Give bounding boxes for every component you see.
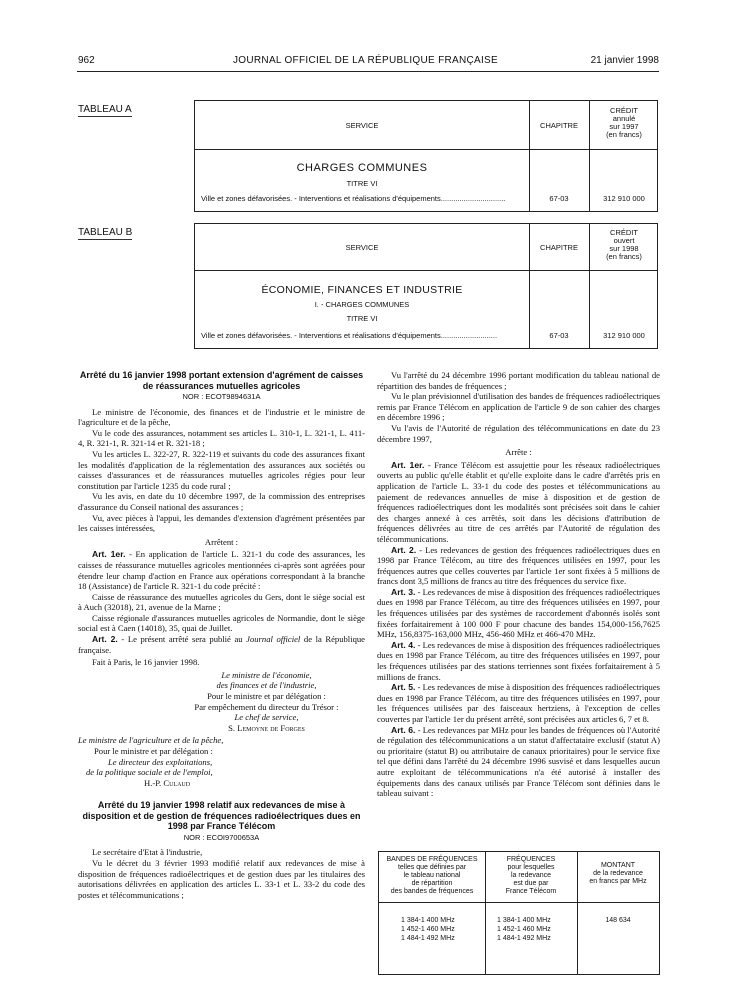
article-5: Art. 5. - Les redevances de mise à disposition des fréquences radioélectriques dues en 1998 par France Télécom, au titre des fréquences utilisées en 1997, pour les fréquences utilisées par des faisceaux hertziens, à l'exception de celles couvertes par l'article 1er du présent arrêté, sont précisées aux articles 6, 7 et 8. — [377, 682, 660, 724]
paragraph: Caisse de réassurance des mutuelles agricoles du Gers, dont le siège social est à Auch (32018), 21, avenue de la Marne ; — [78, 591, 365, 613]
table-row: 1 484-1 492 MHz — [497, 935, 551, 942]
montant-value: 148 634 — [605, 917, 631, 924]
table-row: 1 384-1 400 MHz — [497, 917, 551, 924]
article-3: Art. 3. - Les redevances de mise à disposition des fréquences radioélectriques dues en 1998 par France Télécom, au titre des fréquences utilisées en 1997, pour les fréquences utilisées par des systèmes de raccordement d'abonnés isolés sont fixées forfaitairement à 100 000 F pour chacune des bandes 154,000-156,7625 MHz, 156,8375-163,000 MHz, 456-460 MHz et 466-470 MHz. — [377, 586, 660, 640]
publication-date: 21 janvier 1998 — [590, 55, 659, 66]
chapitre-value: 67-03 — [549, 194, 569, 203]
article-2: Art. 2. - Le présent arrêté sera publié au Journal officiel de la République française. — [78, 634, 365, 655]
col-chapitre: CHAPITRE — [540, 121, 578, 130]
credit-value: 312 910 000 — [603, 331, 645, 340]
signature-block-2: Le ministre de l'agriculture et de la pêche, Pour le ministre et par délégation : Le directeur des exploitations, de la politique sociale et de l'emploi, H.-P. Culaud — [78, 735, 224, 788]
paragraph: Vu, avec pièces à l'appui, les demandes d'extension d'agrément présentées par les caisses intéressées, — [78, 512, 365, 534]
article-6: Art. 6. - Les redevances par MHz pour les bandes de fréquences où l'Autorité de régulation des télécommunications a un statut d'affectataire exclusif (statut A) ou prioritaire (statut B) ou attributaire de canaux prioritaires) pour le service fixe tel que défini dans l'arrêté du 24 décembre 1996 susvisé et dans lesquelles aucun autre exploitant de télécommunications n'a été autorisé à installer des équipements dans des canaux utilisés par France Télécom sont définies dans le tableau suivant : — [377, 724, 661, 799]
col-frequences-header: FRÉQUENCES pour lesquelles la redevance est due par France Télécom — [505, 856, 557, 895]
col-service: SERVICE — [345, 121, 379, 130]
table-row: 1 384-1 400 MHz — [401, 917, 455, 924]
arrete1-nor: NOR : ECOT9894631A — [182, 392, 261, 401]
article-2: Art. 2. - Les redevances de gestion des fréquences radioélectriques dues en 1998 par France Télécom, au titre des fréquences utilisées en 1997, pour les fréquences autres que celles couvertes par l'article 1er sont fixées à 5 millions de francs dont 3,5 millions de francs au titre des fréquences du service fixe. — [377, 544, 660, 587]
arrete2-title: Arrêté du 19 janvier 1998 relatif aux redevances de mise à disposition et de gestion de fréquences radioélectriques dues en 1998 par France Télécom — [82, 800, 361, 832]
col-bandes-header: BANDES DE FRÉQUENCES telles que définies par le tableau national de répartition des bandes de fréquences — [386, 856, 478, 895]
paragraph: Vu les avis, en date du 10 décembre 1997, de la commission des entreprises d'assurance du Conseil national des assurances ; — [78, 491, 365, 512]
article-1: Art. 1er. - France Télécom est assujettie pour les réseaux radioélectriques ouverts au public qu'elle établit et qu'elle exploite dans le cadre d'arrêtés pris en application de l'article L. 33-1 du code des postes et télécommunications au paiement de redevances annuelles de mise à disposition et de gestion de fréquences radioélectriques dont les modalités sont précisées soit dans le cahier des charges annexé à ces arrêtés, soit dans les décisions d'attribution de fréquences délivrées au titre de ces arrêtés par l'Autorité de régulation des télécommunications. — [377, 459, 660, 544]
tableau-b — [194, 223, 658, 349]
paragraph: Le secrétaire d'Etat à l'industrie, — [92, 847, 203, 858]
table-row: 1 452-1 460 MHz — [401, 926, 455, 933]
arrete-label: Arrête : — [505, 447, 532, 458]
tableau-a-label: TABLEAU A — [78, 104, 132, 115]
paragraph: Vu le plan prévisionnel d'utilisation des bandes de fréquences radioélectriques remis par France Télécom en application de l'article 9 de son cahier des charges en décembre 1996 ; — [377, 391, 660, 423]
tableau-a — [194, 100, 658, 212]
paragraph: Vu l'avis de l'Autorité de régulation des télécommunications en date du 23 décembre 1997, — [377, 422, 660, 444]
paragraph: Vu l'arrêté du 24 décembre 1996 portant modification du tableau national de répartition des bandes de fréquences ; — [377, 370, 660, 391]
table-row: 1 452-1 460 MHz — [497, 926, 551, 933]
header-rule — [77, 71, 659, 72]
col-service: SERVICE — [345, 243, 379, 252]
arrete2-nor: NOR : ECOI9700653A — [183, 832, 260, 842]
col-montant-header: MONTANT de la redevance en francs par MHz — [589, 862, 647, 885]
arretent-label: Arrêtent : — [204, 536, 239, 547]
section-title: ÉCONOMIE, FINANCES ET INDUSTRIE — [261, 284, 463, 296]
titre-label: TITRE VI — [346, 314, 378, 323]
journal-title: JOURNAL OFFICIEL DE LA RÉPUBLIQUE FRANÇAISE — [233, 55, 498, 66]
right-column — [377, 370, 660, 799]
article-1: Art. 1er. - En application de l'article L. 321-1 du code des assurances, les caisses de réassurance mutuelles agricoles mentionnées ci-après sont agréées pour étendre leur champ d'action en France aux opérations correspondant à la branche 18 (Assistance) de l'article R. 321-1 du code précité : — [78, 549, 365, 592]
table-row: 1 484-1 492 MHz — [401, 935, 455, 942]
fait-a-paris: Fait à Paris, le 16 janvier 1998. — [92, 657, 200, 668]
paragraph: Vu les articles L. 322-27, R. 322-119 et suivants du code des assurances fixant les modalités d'application de la réglementation des assurances aux sociétés ou caisses d'assurances et de réassurances mutuelles agricoles régies pour leur constitution par l'article 1235 du code rural ; — [78, 448, 365, 491]
paragraph: Vu le décret du 3 février 1993 modifié relatif aux redevances de mise à disposition de fréquences radioélectriques et de gestion dues par les titulaires des autorisations délivrées en application des articles L. 33-1 et L. 33-2 du code des postes et télécommunications ; — [78, 858, 365, 900]
signature-block-1: Le ministre de l'économie, des finances et de l'industrie, Pour le ministre et par délégation : Par empêchement du directeur du Trésor : Le chef de service, S. Lemoyne de Forges — [194, 669, 339, 733]
tableau-b-label: TABLEAU B — [78, 227, 133, 238]
frequency-table — [378, 851, 660, 975]
article-4: Art. 4. - Les redevances de mise à disposition des fréquences radioélectriques dues en 1998 par France Télécom, au titre des fréquences utilisées en 1997, pour les fréquences utilisées par des stations terriennes sont fixées forfaitairement à 5 millions de francs. — [377, 639, 660, 682]
titre-label: TITRE VI — [346, 179, 378, 188]
paragraph: Caisse régionale d'assurances mutuelles agricoles de Normandie, dont le siège social est à Caen (14018), 35, quai de Juillet. — [78, 612, 365, 634]
page-number: 962 — [78, 55, 95, 66]
col-credit: CRÉDIT ouvert sur 1998 (en francs) — [606, 228, 642, 261]
frequences-values — [497, 916, 551, 943]
left-column — [78, 370, 365, 900]
chapitre-value: 67-03 — [549, 331, 569, 340]
arrete1-title: Arrêté du 16 janvier 1998 portant extension d'agrément de caisses de réassurances mutuelles agricoles — [79, 370, 364, 391]
paragraph: Vu le code des assurances, notamment ses articles L. 310-1, L. 321-1, L. 411-4, R. 321-1, R. 321-14 et R. 321-18 ; — [78, 427, 365, 449]
col-credit: CRÉDIT annulé sur 1997 (en francs) — [606, 106, 642, 139]
col-chapitre: CHAPITRE — [540, 243, 578, 252]
bandes-values — [401, 916, 455, 943]
paragraph: Le ministre de l'économie, des finances et de l'industrie et le ministre de l'agriculture et de la pêche, — [78, 406, 365, 428]
credit-description: Ville et zones défavorisées. - Interventions et réalisations d'équipements........................... — [201, 331, 498, 340]
credit-value: 312 910 000 — [603, 194, 645, 203]
section-title: CHARGES COMMUNES — [296, 162, 428, 174]
subsection-title: I. - CHARGES COMMUNES — [314, 300, 410, 309]
credit-description: Ville et zones défavorisées. - Interventions et réalisations d'équipements............................... — [201, 194, 506, 203]
